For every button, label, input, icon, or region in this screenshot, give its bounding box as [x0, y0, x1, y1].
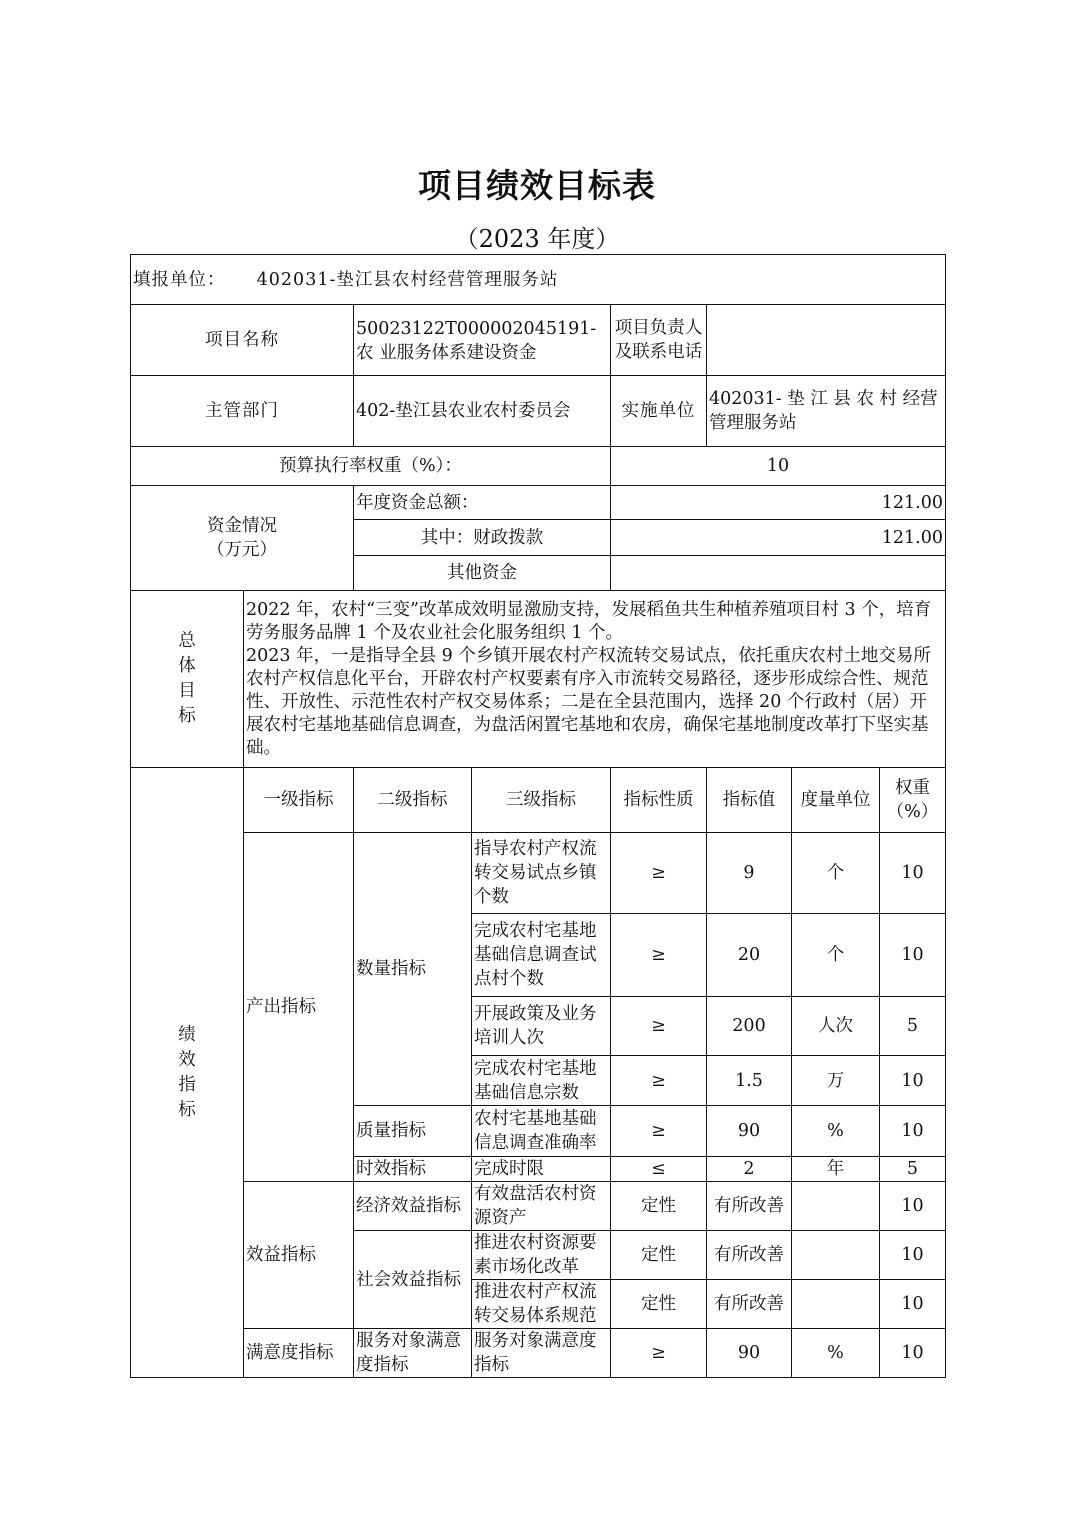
indicator-unit [792, 1231, 880, 1280]
indicator-unit: 人次 [792, 997, 880, 1056]
indicator-weight: 10 [880, 833, 946, 914]
group-output: 产出指标 [244, 833, 354, 1182]
contact-label: 项目负责人及联系电话 [611, 305, 707, 376]
department-row [131, 376, 946, 447]
group-satisfaction: 满意度指标 [244, 1329, 354, 1378]
indicators-label-char: 指 [178, 1074, 196, 1095]
goal-paragraph-1: 2022 年，农村“三变”改革成效明显激励支持，发展稻鱼共生种植养殖项目村 3 个，培育劳务服务品牌 1 个及农业社会化服务组织 1 个。 [246, 599, 932, 643]
indicator-weight: 10 [880, 1280, 946, 1329]
goal-paragraph-2: 2023 年，一是指导全县 9 个乡镇开展农村产权流转交易试点，依托重庆农村土地交易所农村产权信息化平台，开辟农村产权要素有序入市流转交易路径，逐步形成综合性、规范性、开放性、示范性农村产权交易体系；二是在全县范围内，选择 20 个行政村（居）开展农村宅基地基础信息调查，为盘活闲置宅基地和农房，确保宅基地制度改革打下坚实基础。 [246, 645, 931, 758]
indicator-value: 有所改善 [707, 1182, 792, 1231]
indicator-value: 有所改善 [707, 1280, 792, 1329]
goal-label-char: 总 [178, 631, 196, 651]
overall-goal-row [131, 591, 946, 768]
funds-total-row [131, 486, 946, 520]
subgroup-economic: 经济效益指标 [354, 1182, 472, 1231]
budget-weight-label: 预算执行率权重（%）： [131, 447, 611, 486]
indicator-name: 完成农村宅基地基础信息宗数 [472, 1056, 611, 1106]
funds-label-line2: （万元） [207, 540, 277, 560]
indicator-weight: 10 [880, 1056, 946, 1106]
indicator-nature: ≤ [611, 1157, 707, 1182]
indicator-nature: ≥ [611, 1329, 707, 1378]
indicator-name: 推进农村产权流转交易体系规范 [472, 1280, 611, 1329]
funds-label-line1: 资金情况 [207, 516, 277, 536]
indicator-unit: 个 [792, 914, 880, 997]
implementer-value: 402031- 垫 江 县 农 村 经营管理服务站 [707, 376, 946, 447]
table-row [131, 1329, 946, 1378]
indicators-label-char: 效 [178, 1049, 196, 1070]
header-level2: 二级指标 [354, 768, 472, 833]
goal-label-char: 目 [178, 681, 196, 701]
project-name-label: 项目名称 [131, 305, 354, 376]
indicator-nature: 定性 [611, 1231, 707, 1280]
page-subtitle: （2023 年度） [454, 225, 620, 253]
indicator-unit [792, 1280, 880, 1329]
indicators-label [131, 768, 244, 1378]
funds-other-value [611, 556, 946, 591]
header-level3: 三级指标 [472, 768, 611, 833]
table-row [131, 1182, 946, 1231]
indicator-name: 指导农村产权流转交易试点乡镇个数 [472, 833, 611, 914]
indicator-nature: ≥ [611, 997, 707, 1056]
indicators-label-char: 标 [178, 1099, 196, 1120]
unit-label: 填报单位： [133, 269, 226, 290]
funds-fiscal-value: 121.00 [611, 520, 946, 556]
indicator-name: 完成时限 [472, 1157, 611, 1182]
unit-cell [131, 255, 946, 305]
indicator-value: 有所改善 [707, 1231, 792, 1280]
unit-value: 402031-垫江县农村经营管理服务站 [256, 269, 559, 290]
indicator-unit: % [792, 1329, 880, 1378]
goal-label-char: 标 [178, 706, 196, 726]
funds-other-label: 其他资金 [354, 556, 611, 591]
indicator-value: 9 [707, 833, 792, 914]
indicator-weight: 10 [880, 1106, 946, 1157]
indicator-name: 农村宅基地基础信息调查准确率 [472, 1106, 611, 1157]
header-nature: 指标性质 [611, 768, 707, 833]
indicator-name: 有效盘活农村资源资产 [472, 1182, 611, 1231]
subgroup-satisfaction: 服务对象满意度指标 [354, 1329, 472, 1378]
indicator-header-row [131, 768, 946, 833]
indicator-value: 90 [707, 1106, 792, 1157]
budget-weight-value: 10 [611, 447, 946, 486]
overall-goal-text [244, 591, 946, 768]
indicator-nature: ≥ [611, 833, 707, 914]
header-weight [880, 768, 946, 833]
header-weight-line2: （%） [886, 802, 939, 822]
subgroup-quality: 质量指标 [354, 1106, 472, 1157]
project-name-value: 50023122T000002045191- 农 业服务体系建设资金 [354, 305, 611, 376]
department-label: 主管部门 [131, 376, 354, 447]
header-value: 指标值 [707, 768, 792, 833]
overall-goal-label [131, 591, 244, 768]
indicator-weight: 10 [880, 1231, 946, 1280]
indicator-nature: ≥ [611, 914, 707, 997]
subgroup-social: 社会效益指标 [354, 1231, 472, 1329]
indicator-unit: 年 [792, 1157, 880, 1182]
indicator-nature: ≥ [611, 1106, 707, 1157]
unit-row [131, 255, 946, 305]
indicators-label-char: 绩 [178, 1024, 196, 1045]
indicator-nature: 定性 [611, 1182, 707, 1231]
header-weight-line1: 权重 [895, 778, 930, 798]
indicator-unit: 个 [792, 833, 880, 914]
goal-label-char: 体 [178, 656, 196, 676]
indicator-weight: 5 [880, 1157, 946, 1182]
budget-weight-row [131, 447, 946, 486]
indicator-weight: 5 [880, 997, 946, 1056]
subgroup-timeliness: 时效指标 [354, 1157, 472, 1182]
indicator-weight: 10 [880, 1182, 946, 1231]
indicator-name: 推进农村资源要素市场化改革 [472, 1231, 611, 1280]
group-benefit: 效益指标 [244, 1182, 354, 1329]
indicator-unit: % [792, 1106, 880, 1157]
indicator-unit: 万 [792, 1056, 880, 1106]
indicator-name: 完成农村宅基地基础信息调查试点村个数 [472, 914, 611, 997]
funds-total-label: 年度资金总额： [354, 486, 611, 520]
department-value: 402-垫江县农业农村委员会 [354, 376, 611, 447]
indicator-value: 20 [707, 914, 792, 997]
subgroup-quantity: 数量指标 [354, 833, 472, 1106]
project-name-row [131, 305, 946, 376]
indicator-weight: 10 [880, 914, 946, 997]
page-title: 项目绩效目标表 [418, 166, 656, 205]
indicator-name: 服务对象满意度指标 [472, 1329, 611, 1378]
indicator-unit [792, 1182, 880, 1231]
indicator-value: 2 [707, 1157, 792, 1182]
funds-fiscal-label: 其中：财政拨款 [354, 520, 611, 556]
performance-table [130, 254, 946, 1378]
indicator-name: 开展政策及业务培训人次 [472, 997, 611, 1056]
header-level1: 一级指标 [244, 768, 354, 833]
indicator-weight: 10 [880, 1329, 946, 1378]
indicator-value: 200 [707, 997, 792, 1056]
header-unit: 度量单位 [792, 768, 880, 833]
indicator-nature: 定性 [611, 1280, 707, 1329]
indicator-value: 1.5 [707, 1056, 792, 1106]
table-row [131, 833, 946, 914]
implementer-label: 实施单位 [611, 376, 707, 447]
funds-label [131, 486, 354, 591]
indicator-nature: ≥ [611, 1056, 707, 1106]
contact-value [707, 305, 946, 376]
indicator-value: 90 [707, 1329, 792, 1378]
funds-total-value: 121.00 [611, 486, 946, 520]
